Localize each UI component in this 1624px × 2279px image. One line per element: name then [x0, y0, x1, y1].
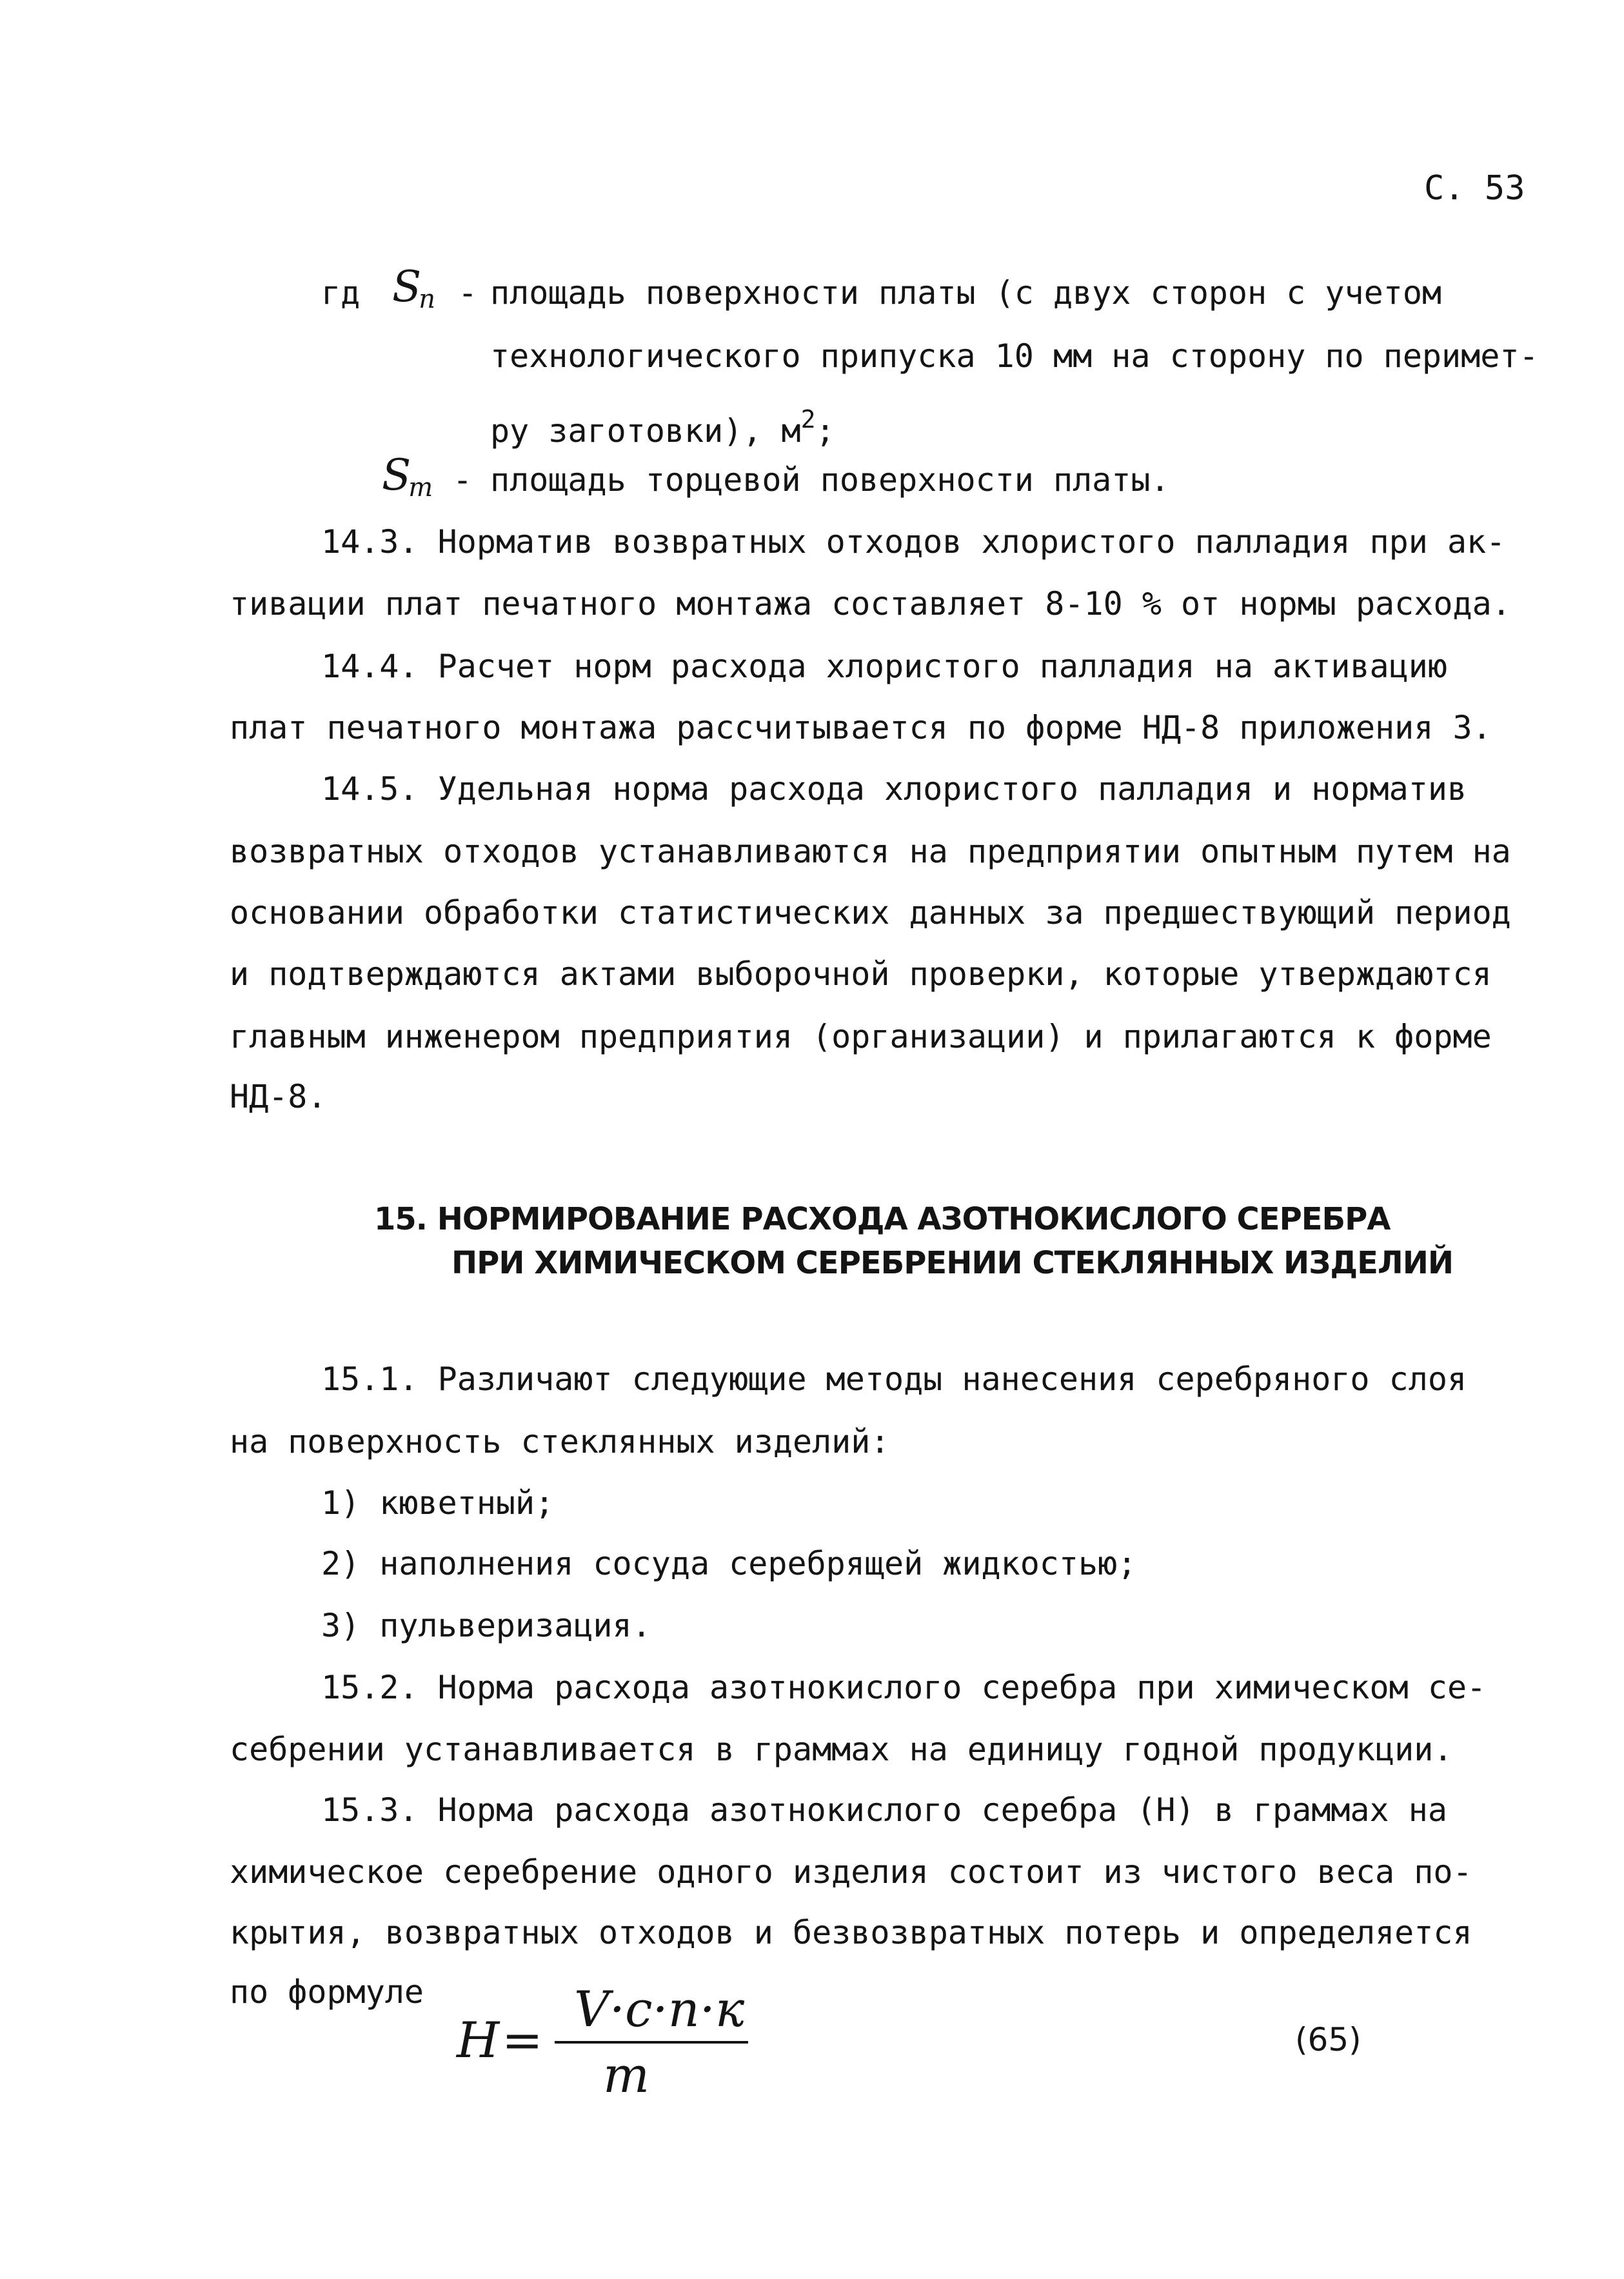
paragraph-line: тивации плат печатного монтажа составляет 8-10 % от нормы расхода. [230, 585, 1511, 622]
definition-dash: - [453, 461, 473, 499]
paragraph-line: главным инженером предприятия (организации) и прилагаются к форме [230, 1018, 1492, 1055]
definition-text-line [490, 400, 835, 450]
paragraph-line: на поверхность стеклянных изделий: [230, 1423, 890, 1460]
symbol-letter: S [392, 262, 422, 312]
symbol-st [382, 450, 433, 510]
list-item: 2) наполнения сосуда серебрящей жидкостью; [321, 1545, 1137, 1582]
symbol-sp [392, 264, 435, 322]
formula-numerator: V·с·n·к [574, 1980, 745, 2038]
paragraph-line: 14.4. Расчет норм расхода хлористого палладия на активацию [321, 648, 1447, 685]
paragraph-line: 14.5. Удельная норма расхода хлористого палладия и норматив [321, 770, 1467, 808]
definition-dash: - [458, 274, 478, 312]
definition-text-line: технологического припуска 10 мм на сторону по перимет- [490, 337, 1539, 375]
page-number: С. 53 [1424, 169, 1525, 208]
paragraph-line: 15.2. Норма расхода азотнокислого серебра при химическом се- [321, 1669, 1487, 1706]
list-item: 1) кюветный; [321, 1484, 555, 1522]
formula-denominator: m [603, 2046, 650, 2104]
paragraph-line: 15.1. Различают следующие методы нанесения серебряного слоя [321, 1360, 1467, 1398]
fraction-bar [555, 2041, 748, 2044]
paragraph-line: 15.3. Норма расхода азотнокислого серебра (Н) в граммах на [321, 1791, 1447, 1829]
section-heading-line: ПРИ ХИМИЧЕСКОМ СЕРЕБРЕНИИ СТЕКЛЯННЫХ ИЗДЕЛИЙ [451, 1245, 1454, 1281]
paragraph-line: химическое серебрение одного изделия состоит из чистого веса по- [230, 1853, 1472, 1891]
unit-superscript: 2 [800, 405, 816, 433]
paragraph-line: по формуле [230, 1973, 424, 2011]
section-heading-line: 15. НОРМИРОВАНИЕ РАСХОДА АЗОТНОКИСЛОГО СЕРЕБРА [374, 1201, 1391, 1237]
symbol-subscript: п [419, 284, 435, 314]
formula-lhs: Н [457, 2011, 500, 2069]
paragraph-line: себрении устанавливается в граммах на единицу годной продукции. [230, 1731, 1453, 1768]
paragraph-line: плат печатного монтажа рассчитывается по форме НД-8 приложения 3. [230, 709, 1492, 746]
paragraph-line: 14.3. Норматив возвратных отходов хлористого палладия при ак- [321, 523, 1506, 561]
paragraph-line: НД-8. [230, 1078, 327, 1115]
paragraph-line: основании обработки статистических данных за предшествующий период [230, 894, 1511, 931]
paragraph-line: возвратных отходов устанавливаются на предприятии опытным путем на [230, 833, 1511, 870]
paragraph-line: крытия, возвратных отходов и безвозвратных потерь и определяется [230, 1914, 1472, 1951]
symbol-subscript: т [408, 473, 433, 503]
definition-text-line: площадь поверхности платы (с двух сторон с учетом [490, 274, 1442, 312]
list-item: 3) пульверизация. [321, 1607, 651, 1644]
definition-tail: ; [815, 412, 835, 450]
definition-prefix: гд [321, 274, 361, 312]
formula-number: (65) [1295, 2021, 1362, 2058]
definition-text: ру заготовки), м [490, 412, 801, 450]
symbol-letter: S [382, 450, 411, 500]
formula-equals: = [502, 2011, 543, 2069]
paragraph-line: и подтверждаются актами выборочной проверки, которые утверждаются [230, 955, 1492, 993]
definition-text-line: площадь торцевой поверхности платы. [490, 461, 1170, 499]
